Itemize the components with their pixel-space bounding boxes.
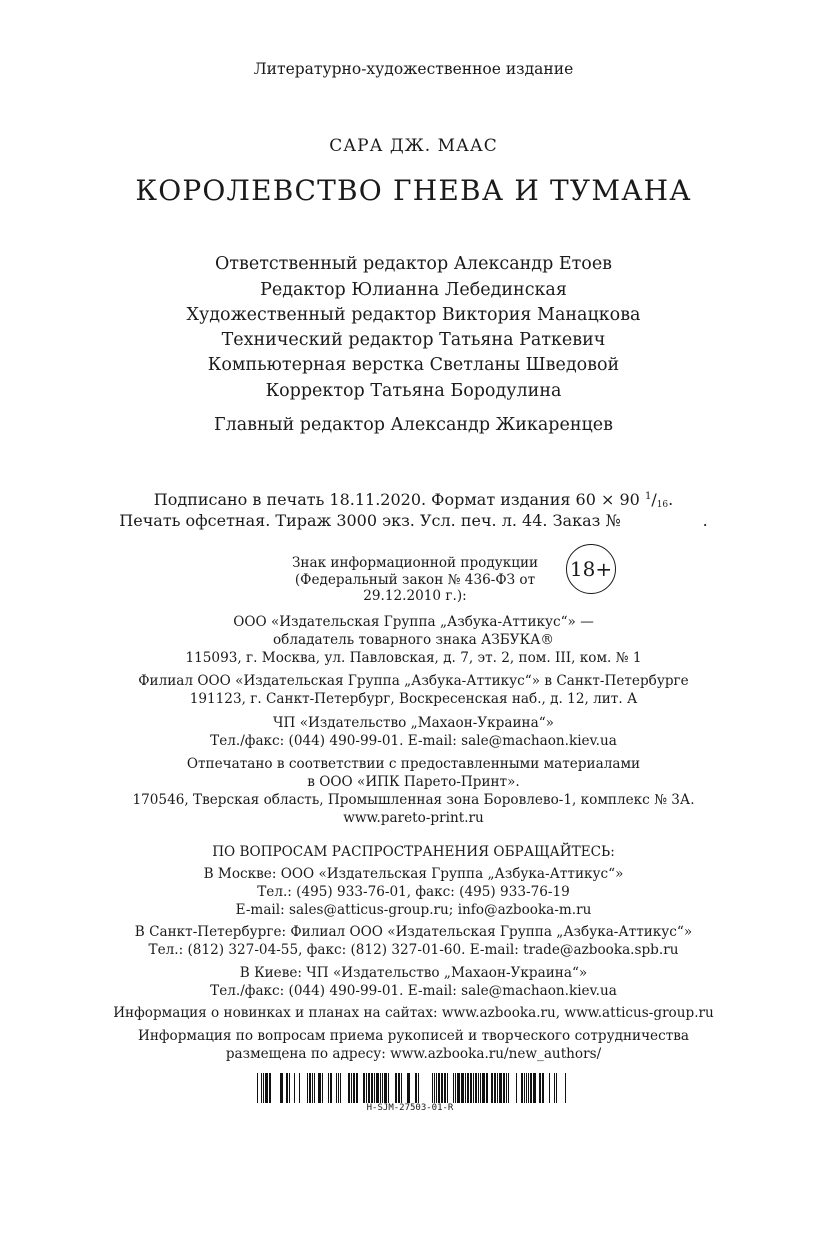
barcode-label: H-SJM-27503-01-R [366, 1103, 454, 1113]
credit-line: Художественный редактор Виктория Манацкова [186, 305, 641, 325]
ukraine-publisher-line: ЧП «Издательство „Махаон-Украина“» [273, 715, 554, 731]
credit-line: Редактор Юлианна Лебединская [260, 280, 567, 300]
printer-website: www.pareto-print.ru [343, 810, 484, 826]
author-name: САРА ДЖ. МААС [329, 136, 498, 156]
ukraine-publisher-contact: Тел./факс: (044) 490-99-01. E-mail: sale@machaon.kiev.ua [210, 733, 617, 749]
credit-line: Корректор Татьяна Бородулина [265, 381, 562, 401]
printer-line: Отпечатано в соответствии с предоставленными материалами [186, 756, 641, 772]
printer-address: 170546, Тверская область, Промышленная зона Боровлево-1, комплекс № 3А. [132, 792, 695, 808]
spb-contact: В Санкт-Петербурге: Филиал ООО «Издательская Группа „Азбука-Аттикус“» [134, 924, 693, 940]
moscow-email: E-mail: sales@atticus-group.ru; info@azbooka-m.ru [235, 902, 592, 918]
chief-editor-line: Главный редактор Александр Жикаренцев [214, 415, 613, 435]
spb-phone: Тел.: (812) 327-04-55, факс: (812) 327-01-60. E-mail: trade@azbooka.spb.ru [148, 942, 679, 958]
imprint-line-1: Подписано в печать 18.11.2020. Формат издания 60 × 90 $^1/_{16}$. [153, 490, 674, 510]
news-info: Информация о новинках и планах на сайтах: www.azbooka.ru, www.atticus-group.ru [113, 1005, 714, 1021]
manuscripts-info: Информация по вопросам приема рукописей и творческого сотрудничества [137, 1028, 689, 1044]
distribution-heading: ПО ВОПРОСАМ РАСПРОСТРАНЕНИЯ ОБРАЩАЙТЕСЬ: [212, 844, 615, 860]
edition-type: Литературно-художественное издание [253, 60, 574, 78]
credit-line: Технический редактор Татьяна Раткевич [221, 330, 606, 350]
kiev-contact: В Киеве: ЧП «Издательство „Махаон-Украина“» [239, 965, 588, 981]
credit-line: Ответственный редактор Александр Етоев [214, 254, 613, 274]
publisher-address: 115093, г. Москва, ул. Павловская, д. 7, эт. 2, пом. III, ком. № 1 [185, 650, 642, 666]
manuscripts-url: размещена по адресу: www.azbooka.ru/new_authors/ [225, 1046, 602, 1062]
moscow-contact: В Москве: ООО «Издательская Группа „Азбука-Аттикус“» [203, 866, 624, 882]
age-rating-label: Знак информационной продукции [291, 555, 539, 571]
kiev-phone: Тел./факс: (044) 490-99-01. E-mail: sale@machaon.kiev.ua [210, 983, 617, 999]
publisher-line: ООО «Издательская Группа „Азбука-Аттикус“» — [233, 614, 594, 630]
age-rating-badge: 18+ [566, 544, 616, 594]
barcode [255, 1073, 570, 1103]
moscow-phone: Тел.: (495) 933-76-01, факс: (495) 933-76-19 [257, 884, 570, 900]
credit-line: Компьютерная верстка Светланы Шведовой [207, 355, 620, 375]
book-title: КОРОЛЕВСТВО ГНЕВА И ТУМАНА [135, 174, 692, 207]
age-rating-law: (Федеральный закон № 436-ФЗ от 29.12.2010 г.): [294, 572, 536, 604]
branch-address: 191123, г. Санкт-Петербург, Воскресенская наб., д. 12, лит. А [189, 691, 638, 707]
branch-line: Филиал ООО «Издательская Группа „Азбука-Аттикус“» в Санкт-Петербурге [138, 673, 689, 689]
publisher-line: обладатель товарного знака АЗБУКА® [272, 632, 555, 648]
imprint-line-2: Печать офсетная. Тираж 3000 экз. Усл. печ. л. 44. Заказ № . [119, 511, 708, 530]
printer-line: в ООО «ИПК Парето-Принт». [307, 774, 520, 790]
